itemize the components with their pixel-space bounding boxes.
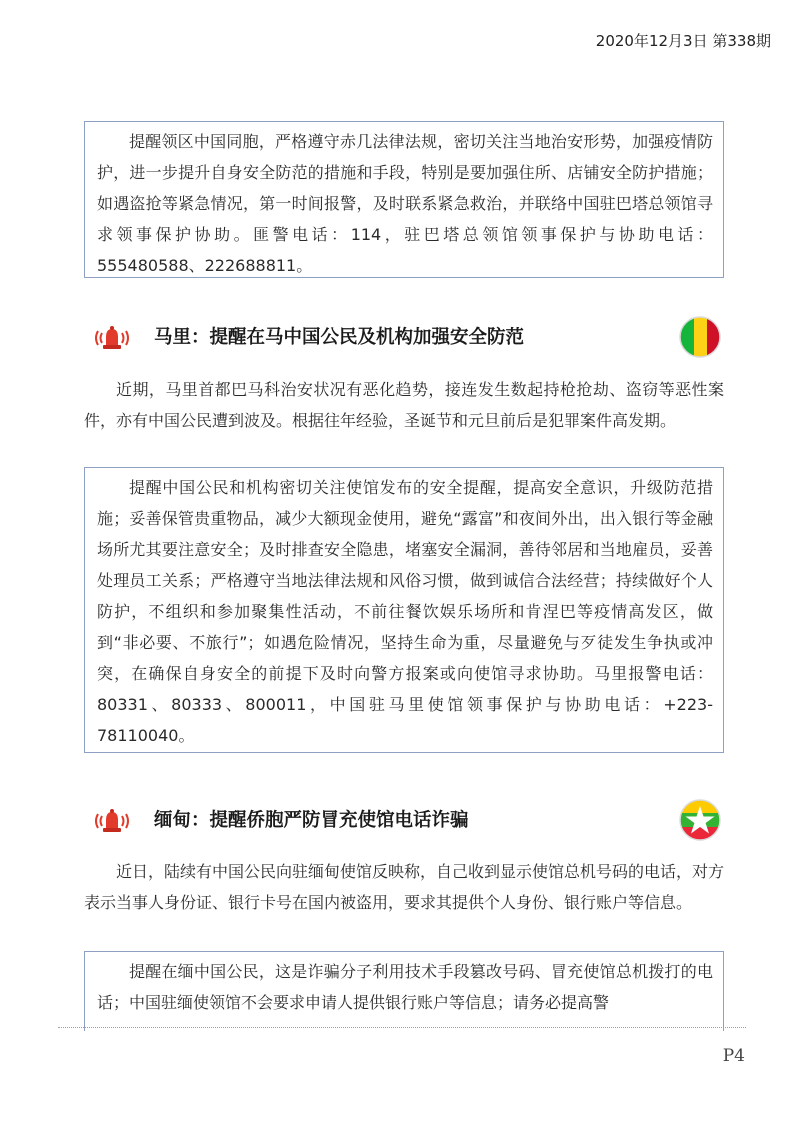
myanmar-intro [84,856,724,918]
myanmar-flag [678,798,722,842]
mali-flag [678,315,722,359]
consulate-notice-box [84,121,724,278]
consulate-notice-text: 提醒领区中国同胞，严格遵守赤几法律法规，密切关注当地治安形势，加强疫情防护，进一步提升自身安全防范的措施和手段，特别是要加强住所、店铺安全防护措施；如遇盗抢等紧急情况，第一时间报警，及时联系紧急救治，并联络中国驻巴塔总领馆寻求领事保护协助。匪警电话：114，驻巴塔总领馆领事保护与协助电话：555480588、222688811。 [97,132,713,275]
issue-date: 2020年12月3日 第338期 [595,32,771,50]
myanmar-notice-text: 提醒在缅中国公民，这是诈骗分子利用技术手段篡改号码、冒充使馆总机拨打的电话；中国驻缅使领馆不会要求申请人提供银行账户等信息；请务必提高警 [97,962,713,1012]
section-header-mali [92,315,732,365]
page-number: P4 [722,1046,745,1066]
section-title-myanmar: 缅甸：提醒侨胞严防冒充使馆电话诈骗 [154,810,469,831]
mali-notice-box [84,467,724,753]
mali-intro-text: 近期，马里首都巴马科治安状况有恶化趋势，接连发生数起持枪抢劫、盗窃等恶性案件，亦有中国公民遭到波及。根据往年经验，圣诞节和元旦前后是犯罪案件高发期。 [84,380,724,430]
mali-notice-text: 提醒中国公民和机构密切关注使馆发布的安全提醒，提高安全意识，升级防范措施；妥善保管贵重物品，减少大额现金使用，避免“露富”和夜间外出，出入银行等金融场所尤其要注意安全；及时排查安全隐患，堵塞安全漏洞，善待邻居和当地雇员，妥善处理员工关系；严格遵守当地法律法规和风俗习惯，做到诚信合法经营；持续做好个人防护，不组织和参加聚集性活动，不前往餐饮娱乐场所和肯涅巴等疫情高发区，做到“非必要、不旅行”；如遇危险情况，坚持生命为重，尽量避免与歹徒发生争执或冲突，在确保自身安全的前提下及时向警方报案或向使馆寻求协助。马里报警电话：80331、80333、800011，中国驻马里使馆领事保护与协助电话：+223-78110040。 [97,478,713,745]
section-header-myanmar [92,798,732,848]
myanmar-intro-text: 近日，陆续有中国公民向驻缅甸使馆反映称，自己收到显示使馆总机号码的电话，对方表示当事人身份证、银行卡号在国内被盗用，要求其提供个人身份、银行账户等信息。 [84,862,725,912]
myanmar-notice-box [84,951,724,1031]
section-title-mali: 马里：提醒在马中国公民及机构加强安全防范 [154,327,525,348]
alarm-bell-icon [92,323,132,353]
footer-divider [58,1027,746,1028]
mali-intro [84,374,724,436]
alarm-bell-icon [92,806,132,836]
